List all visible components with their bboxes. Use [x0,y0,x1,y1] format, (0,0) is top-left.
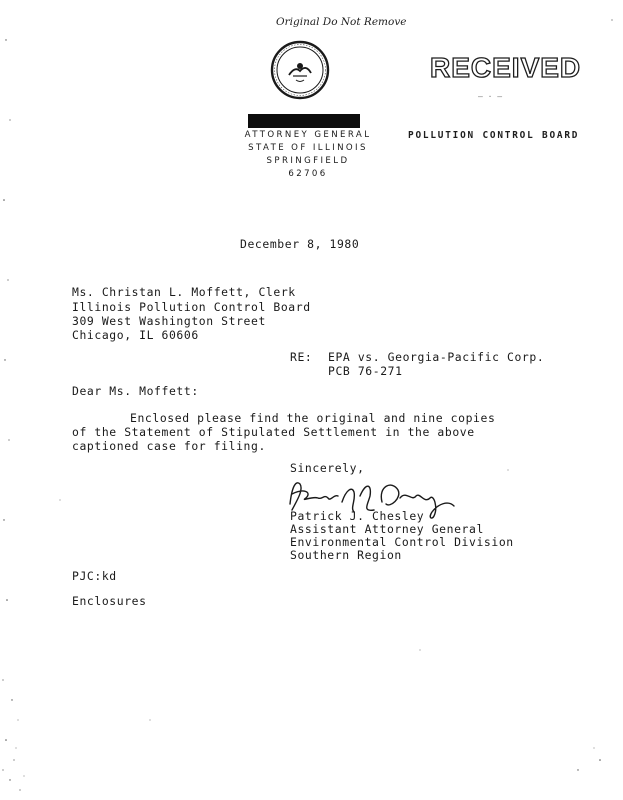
stamp-mark: — · — [478,92,503,101]
recipient-line-3: 309 West Washington Street [72,314,266,328]
body-line-2: of the Statement of Stipulated Settlement in the above [72,425,475,439]
typist-initials: PJC:kd [72,569,117,583]
salutation: Dear Ms. Moffett: [72,384,199,398]
re-line-2: PCB 76-271 [328,364,403,378]
recipient-line-2: Illinois Pollution Control Board [72,300,311,314]
board-stamp: POLLUTION CONTROL BOARD [408,130,580,141]
state-seal-icon [270,40,330,100]
redaction-bar [248,114,360,128]
body-line-3: captioned case for filing. [72,439,266,453]
agency-line-1: ATTORNEY GENERAL [244,130,372,140]
re-line-1: EPA vs. Georgia-Pacific Corp. [328,350,545,364]
re-label: RE: [290,350,313,364]
agency-line-4: 62706 [288,169,328,179]
body-line-1: Enclosed please find the original and nine copies [130,411,496,425]
letter-date: December 8, 1980 [240,237,360,251]
agency-line-3: SPRINGFIELD [266,156,350,166]
signatory-title: Assistant Attorney General [290,522,484,536]
recipient-line-1: Ms. Christan L. Moffett, Clerk [72,285,296,299]
signatory-division: Environmental Control Division [290,535,514,549]
received-stamp: RECEIVED [430,52,582,83]
handwritten-note: Original Do Not Remove [276,16,407,28]
enclosures-note: Enclosures [72,594,147,608]
recipient-line-4: Chicago, IL 60606 [72,328,199,342]
closing: Sincerely, [290,461,365,475]
signatory-name: Patrick J. Chesley [290,509,425,523]
agency-line-2: STATE OF ILLINOIS [248,143,368,153]
signatory-region: Southern Region [290,548,402,562]
